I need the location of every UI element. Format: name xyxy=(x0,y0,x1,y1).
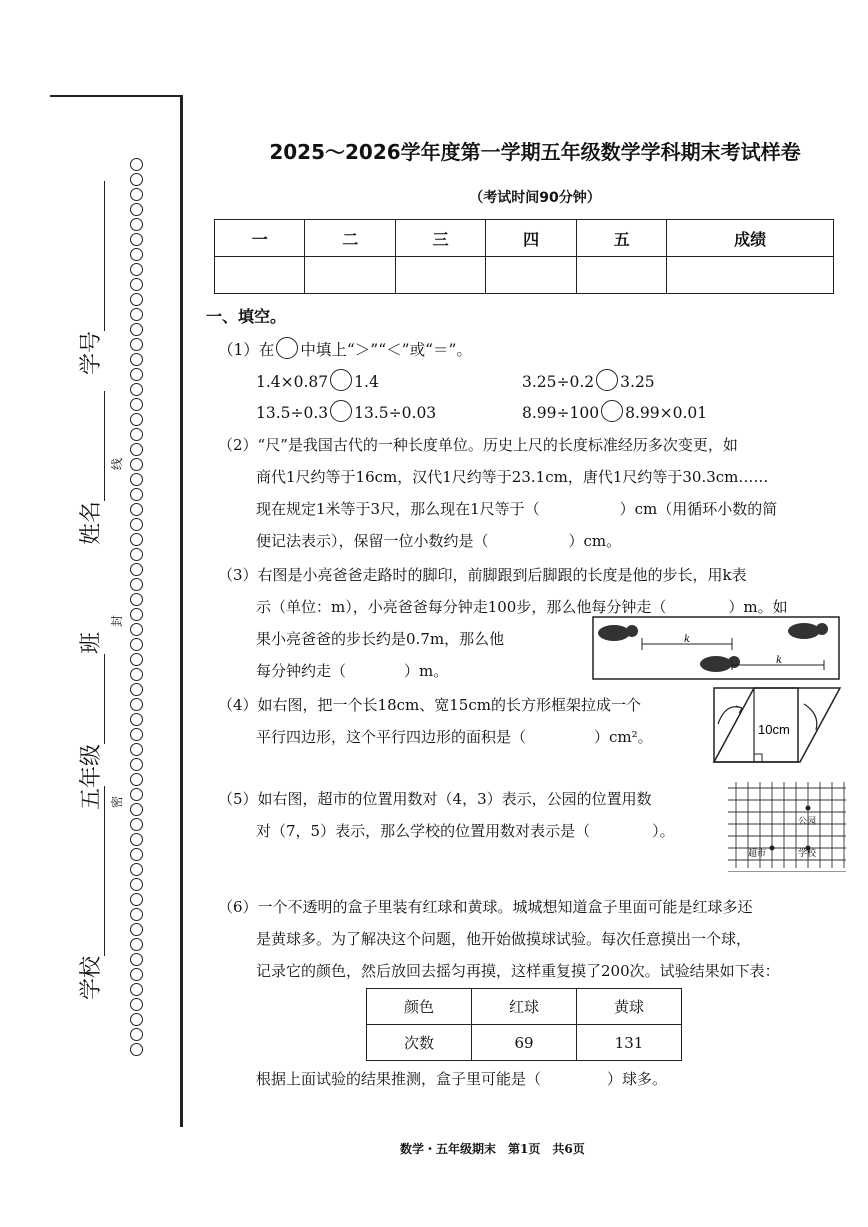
q1-left: 13.5÷0.3 xyxy=(256,404,329,422)
student-id-field[interactable] xyxy=(74,181,105,375)
q6-line: 是黄球多。为了解决这个问题，他开始做摸球试验。每次任意摸出一个球， xyxy=(256,930,752,948)
q3-line xyxy=(256,596,788,618)
q5-text: 对（7，5）表示，那么学校的位置用数对表示是（ xyxy=(256,822,591,840)
school-label: 学校 xyxy=(798,849,817,859)
seal-circle xyxy=(130,503,143,516)
q5-line: （5）如右图，超市的位置用数对（4，3）表示，公园的位置用数 xyxy=(218,790,652,808)
q2-line xyxy=(256,498,777,520)
q1-intro xyxy=(218,337,472,361)
seal-circle xyxy=(130,308,143,321)
seal-circle xyxy=(130,158,143,171)
market-point xyxy=(770,846,775,851)
q1-item xyxy=(522,400,707,424)
seal-circle xyxy=(130,323,143,336)
score-cell[interactable] xyxy=(667,257,834,294)
seal-circle xyxy=(130,878,143,891)
seal-circle xyxy=(130,953,143,966)
step-label: k xyxy=(776,655,783,666)
q1-right: 13.5÷0.03 xyxy=(354,404,437,422)
class-label: 班 xyxy=(79,631,104,654)
seal-circle xyxy=(130,758,143,771)
answer-circle[interactable] xyxy=(601,400,623,422)
seal-circle xyxy=(130,998,143,1011)
q1-item xyxy=(522,369,655,393)
q1-item xyxy=(256,400,436,424)
park-point xyxy=(806,806,811,811)
seal-circle xyxy=(130,233,143,246)
grid-lines xyxy=(728,782,848,872)
result-header: 黄球 xyxy=(577,989,682,1025)
q6-text: ）球多。 xyxy=(607,1070,668,1088)
footprint-figure xyxy=(592,616,840,680)
result-table xyxy=(366,988,682,1061)
score-table xyxy=(214,219,834,294)
score-header: 五 xyxy=(576,220,666,257)
q3-text: ）m。 xyxy=(404,662,449,680)
answer-circle[interactable] xyxy=(596,369,618,391)
seal-circle xyxy=(130,713,143,726)
score-cell[interactable] xyxy=(486,257,576,294)
seal-circle xyxy=(130,203,143,216)
q6-line: 记录它的颜色，然后放回去摇匀再摸，这样重复摸了200次。试验结果如下表： xyxy=(256,962,780,980)
step-label: k xyxy=(684,634,691,645)
q2-text: ）cm。 xyxy=(568,532,622,550)
seal-circle xyxy=(130,893,143,906)
seal-circle xyxy=(130,638,143,651)
seal-circle xyxy=(130,908,143,921)
result-row-label: 次数 xyxy=(367,1025,472,1061)
seal-circle xyxy=(130,248,143,261)
seal-circle xyxy=(130,923,143,936)
seal-circle xyxy=(130,533,143,546)
q2-line: 商代1尺约等于16cm，汉代1尺约等于23.1cm，唐代1尺约等于30.3cm…… xyxy=(256,468,769,486)
section-title: 一、填空。 xyxy=(206,307,287,326)
name-field[interactable] xyxy=(74,391,105,545)
seal-circle xyxy=(130,593,143,606)
arrow-icon xyxy=(804,704,817,730)
seal-circle xyxy=(130,773,143,786)
seal-circle xyxy=(130,848,143,861)
answer-circle[interactable] xyxy=(330,369,352,391)
seal-circle xyxy=(130,398,143,411)
seal-circle xyxy=(130,413,143,426)
seal-circle xyxy=(130,743,143,756)
score-header: 四 xyxy=(486,220,576,257)
result-value: 131 xyxy=(577,1025,682,1061)
q1-left: 1.4×0.87 xyxy=(256,373,329,391)
seal-circle xyxy=(130,653,143,666)
q5-line xyxy=(256,820,675,842)
q1-item xyxy=(256,369,379,393)
q3-line xyxy=(256,660,448,682)
seal-circle xyxy=(130,818,143,831)
q6-line: （6）一个不透明的盒子里装有红球和黄球。城城想知道盒子里面可能是红球多还 xyxy=(218,898,753,916)
circle-icon xyxy=(276,337,298,359)
seal-circle xyxy=(130,788,143,801)
school-field[interactable] xyxy=(74,786,105,1000)
seal-circle xyxy=(130,1028,143,1041)
seal-circle xyxy=(130,443,143,456)
student-id-label: 学号 xyxy=(79,330,104,375)
height-label: 10cm xyxy=(758,722,790,737)
q3-text: 示（单位：m），小亮爸爸每分钟走100步，那么他每分钟走（ xyxy=(256,598,667,616)
q5-text: ）。 xyxy=(652,822,675,840)
footprint-icon xyxy=(598,625,638,641)
mark-feng: 封 xyxy=(110,614,124,627)
q2-text: 便记法表示），保留一位小数约是（ xyxy=(256,532,489,550)
score-header: 二 xyxy=(305,220,395,257)
result-header: 红球 xyxy=(472,989,577,1025)
result-header: 颜色 xyxy=(367,989,472,1025)
q3-text: 每分钟约走（ xyxy=(256,662,347,680)
seal-circle xyxy=(130,803,143,816)
seal-circle xyxy=(130,1013,143,1026)
seal-circle xyxy=(130,563,143,576)
grade-label: 五年级 xyxy=(79,743,104,810)
q1-right: 8.99×0.01 xyxy=(625,404,708,422)
score-cell[interactable] xyxy=(576,257,666,294)
seal-circle xyxy=(130,338,143,351)
q2-line: （2）“尺”是我国古代的一种长度单位。历史上尺的长度标准经历多次变更，如 xyxy=(218,436,738,454)
footprint-icon xyxy=(700,656,740,672)
q4-text: 平行四边形，这个平行四边形的面积是（ xyxy=(256,728,527,746)
seal-circle xyxy=(130,608,143,621)
seal-circle xyxy=(130,278,143,291)
seal-circle xyxy=(130,983,143,996)
score-cell[interactable] xyxy=(305,257,395,294)
q6-text: 根据上面试验的结果推测，盒子里可能是（ xyxy=(256,1070,542,1088)
seal-circle xyxy=(130,863,143,876)
name-label: 姓名 xyxy=(79,500,104,545)
q1-right: 1.4 xyxy=(354,373,379,391)
score-cell[interactable] xyxy=(215,257,305,294)
answer-circle[interactable] xyxy=(330,400,352,422)
binding-strip xyxy=(50,95,183,1127)
footprint-icon xyxy=(788,623,828,639)
q4-line xyxy=(256,726,653,748)
score-header: 成绩 xyxy=(667,220,834,257)
score-cell[interactable] xyxy=(395,257,485,294)
seal-circle xyxy=(130,473,143,486)
q1-left: 3.25÷0.2 xyxy=(522,373,595,391)
seal-circle xyxy=(130,938,143,951)
mark-mi: 密 xyxy=(110,795,124,808)
q3-text: ）m。如 xyxy=(728,598,788,616)
seal-circle xyxy=(130,548,143,561)
q6-line xyxy=(256,1068,667,1090)
exam-duration: （考试时间90分钟） xyxy=(469,190,601,206)
seal-circle xyxy=(130,698,143,711)
seal-circle xyxy=(130,368,143,381)
seal-circle xyxy=(130,173,143,186)
seal-circle xyxy=(130,578,143,591)
q3-line: 果小亮爸爸的步长约是0.7m，那么他 xyxy=(256,630,505,648)
q2-line xyxy=(256,530,621,552)
score-header: 一 xyxy=(215,220,305,257)
seal-circle xyxy=(130,668,143,681)
park-label: 公园 xyxy=(798,817,817,827)
parallelogram-figure xyxy=(708,684,846,766)
seal-circle xyxy=(130,353,143,366)
seal-circle xyxy=(130,833,143,846)
q3-line: （3）右图是小亮爸爸走路时的脚印，前脚跟到后脚跟的长度是他的步长，用k表 xyxy=(218,566,747,584)
result-value: 69 xyxy=(472,1025,577,1061)
seal-circle xyxy=(130,188,143,201)
q4-text: ）cm²。 xyxy=(594,728,653,746)
seal-circle xyxy=(130,263,143,276)
q1-left: 8.99÷100 xyxy=(522,404,600,422)
mark-xian: 线 xyxy=(110,457,124,470)
q1-right: 3.25 xyxy=(620,373,655,391)
seal-circle xyxy=(130,728,143,741)
grade-field[interactable] xyxy=(74,632,105,810)
seal-circle xyxy=(130,488,143,501)
seal-circle xyxy=(130,968,143,981)
q2-text: 现在规定1米等于3尺，那么现在1尺等于（ xyxy=(256,500,540,518)
seal-circle xyxy=(130,623,143,636)
q1-intro-post: 中填上“＞”“＜”或“＝”。 xyxy=(300,341,472,359)
q2-text: ）cm（用循环小数的简 xyxy=(619,500,778,518)
seal-circle xyxy=(130,458,143,471)
score-header: 三 xyxy=(395,220,485,257)
seal-circle xyxy=(130,683,143,696)
q1-intro-pre: （1）在 xyxy=(218,341,275,359)
seal-circle xyxy=(130,1043,143,1056)
seal-circle xyxy=(130,428,143,441)
page-title: 2025～2026学年度第一学期五年级数学学科期末考试样卷 xyxy=(269,140,801,164)
seal-circle xyxy=(130,293,143,306)
coordinate-grid-figure xyxy=(728,778,848,872)
school-label: 学校 xyxy=(79,955,104,1000)
q4-line: （4）如右图，把一个长18cm、宽15cm的长方形框架拉成一个 xyxy=(218,696,641,714)
seal-circles xyxy=(128,158,148,1058)
seal-circle xyxy=(130,218,143,231)
seal-circle xyxy=(130,518,143,531)
seal-circle xyxy=(130,383,143,396)
page-footer: 数学・五年级期末 第1页 共6页 xyxy=(400,1142,585,1156)
market-label: 超市 xyxy=(748,849,767,859)
